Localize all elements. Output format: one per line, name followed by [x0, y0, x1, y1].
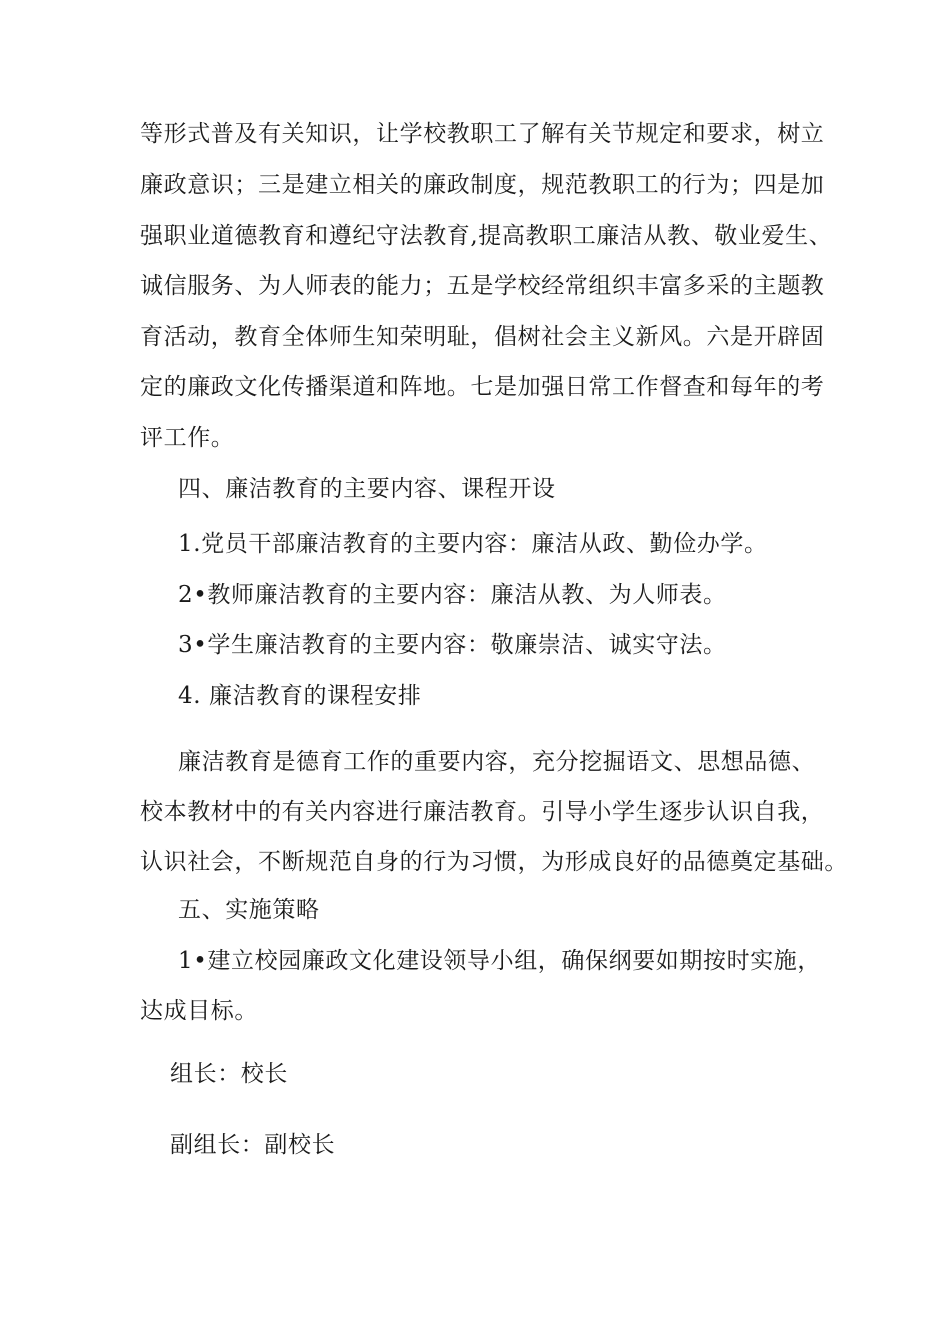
body-text-line: 1•建立校园廉政文化建设领导小组，确保纲要如期按时实施， — [178, 948, 821, 974]
body-text-line: 认识社会，不断规范自身的行为习惯，为形成良好的品德奠定基础。 — [140, 849, 848, 875]
body-text-line: 定的廉政文化传播渠道和阵地。七是加强日常工作督查和每年的考 — [140, 374, 825, 400]
body-text-line: 评工作。 — [140, 425, 235, 451]
body-text-line: 等形式普及有关知识，让学校教职工了解有关节规定和要求，树立 — [140, 121, 825, 147]
body-text-line: 达成目标。 — [140, 998, 258, 1024]
body-text-line: 廉政意识；三是建立相关的廉政制度，规范教职工的行为；四是加 — [140, 172, 825, 198]
list-item: 2•教师廉洁教育的主要内容：廉洁从教、为人师表。 — [178, 582, 727, 608]
leader-line: 组长：校长 — [170, 1061, 288, 1087]
section-heading: 五、实施策略 — [178, 897, 320, 923]
body-text-line: 廉洁教育是德育工作的重要内容，充分挖掘语文、思想品德、 — [178, 749, 816, 775]
body-text-line: 校本教材中的有关内容进行廉洁教育。引导小学生逐步认识自我， — [140, 799, 825, 825]
list-item: 4. 廉洁教育的课程安排 — [178, 683, 422, 709]
list-item: 3•学生廉洁教育的主要内容：敬廉崇洁、诚实守法。 — [178, 632, 727, 658]
body-text-line: 育活动，教育全体师生知荣明耻，倡树社会主义新风。六是开辟固 — [140, 324, 825, 350]
list-item: 1.党员干部廉洁教育的主要内容：廉洁从政、勤俭办学。 — [178, 531, 768, 557]
section-heading: 四、廉洁教育的主要内容、课程开设 — [178, 476, 556, 502]
deputy-leader-line: 副组长：副校长 — [170, 1132, 336, 1158]
body-text-line: 强职业道德教育和遵纪守法教育,提高教职工廉洁从教、敬业爱生、 — [140, 223, 833, 249]
body-text-line: 诚信服务、为人师表的能力；五是学校经常组织丰富多采的主题教 — [140, 273, 825, 299]
